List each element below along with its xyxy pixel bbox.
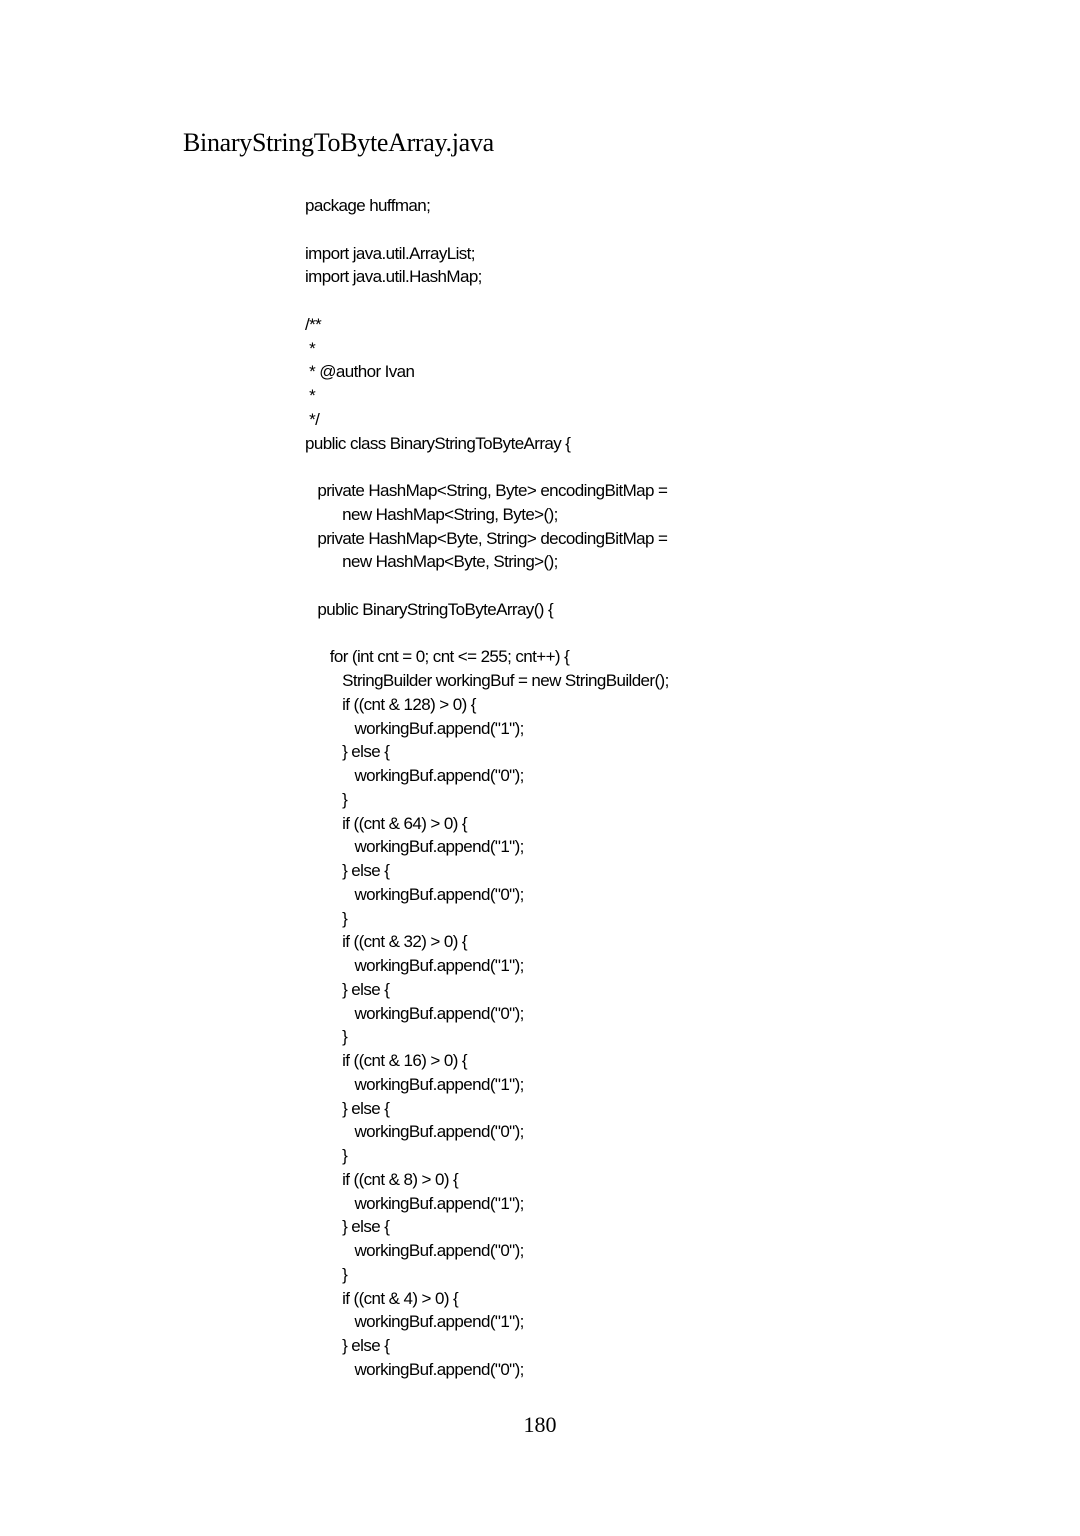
code-line: } [305, 789, 348, 809]
code-line: } else { [305, 861, 390, 880]
code-line: * @author Ivan [305, 362, 415, 382]
code-line: public BinaryStringToByteArray() { [305, 599, 554, 619]
code-line: } else { [305, 979, 390, 999]
code-line: import java.util.ArrayList; [305, 243, 475, 263]
code-line: private HashMap<String, Byte> encodingBitMap = [305, 481, 668, 500]
code-line: * [305, 338, 316, 358]
code-line [305, 289, 1045, 313]
code-line [305, 574, 1045, 598]
code-line: package huffman; [305, 196, 431, 215]
code-line: } else { [305, 742, 390, 762]
code-line: StringBuilder workingBuf = new StringBuilder(); [305, 671, 669, 690]
code-line: } else { [305, 1098, 390, 1118]
code-line: } [305, 1146, 348, 1165]
code-line: if ((cnt & 128) > 0) { [305, 694, 476, 714]
code-line: workingBuf.append("1"); [305, 1074, 524, 1094]
code-line: new HashMap<String, Byte>(); [305, 504, 558, 524]
code-line: workingBuf.append("0"); [305, 1003, 524, 1023]
code-line: workingBuf.append("0"); [305, 884, 524, 904]
code-line: * [305, 386, 316, 405]
code-line: workingBuf.append("1"); [305, 1312, 524, 1332]
code-line: /** [305, 314, 322, 334]
code-line: workingBuf.append("0"); [305, 1359, 524, 1379]
code-line: if ((cnt & 4) > 0) { [305, 1288, 459, 1308]
file-title: BinaryStringToByteArray.java [183, 128, 494, 157]
code-line: if ((cnt & 8) > 0) { [305, 1169, 459, 1189]
code-line: } [305, 1027, 348, 1047]
code-line: } [305, 1264, 348, 1284]
code-line [305, 218, 1045, 242]
code-line: import java.util.HashMap; [305, 267, 482, 287]
code-line: workingBuf.append("0"); [305, 1241, 524, 1260]
code-line: private HashMap<Byte, String> decodingBitMap = [305, 528, 668, 548]
code-line: if ((cnt & 32) > 0) { [305, 932, 467, 952]
code-line: if ((cnt & 64) > 0) { [305, 813, 467, 833]
code-line: public class BinaryStringToByteArray { [305, 433, 571, 453]
code-line [305, 622, 1045, 646]
code-line: } else { [305, 1217, 390, 1237]
page-number: 180 [523, 1412, 557, 1437]
code-line: workingBuf.append("1"); [305, 1193, 524, 1213]
code-line: workingBuf.append("0"); [305, 1122, 524, 1142]
code-line: workingBuf.append("0"); [305, 766, 524, 785]
code-line: workingBuf.append("1"); [305, 718, 524, 738]
code-line: */ [305, 409, 320, 429]
code-line: for (int cnt = 0; cnt <= 255; cnt++) { [305, 647, 570, 667]
code-line: } [305, 908, 348, 928]
code-line: workingBuf.append("1"); [305, 956, 524, 975]
code-line [305, 455, 1045, 479]
code-line: new HashMap<Byte, String>(); [305, 552, 558, 572]
code-line: if ((cnt & 16) > 0) { [305, 1051, 467, 1070]
code-line: workingBuf.append("1"); [305, 837, 524, 857]
code-listing [305, 194, 1045, 1382]
code-line: } else { [305, 1336, 390, 1355]
